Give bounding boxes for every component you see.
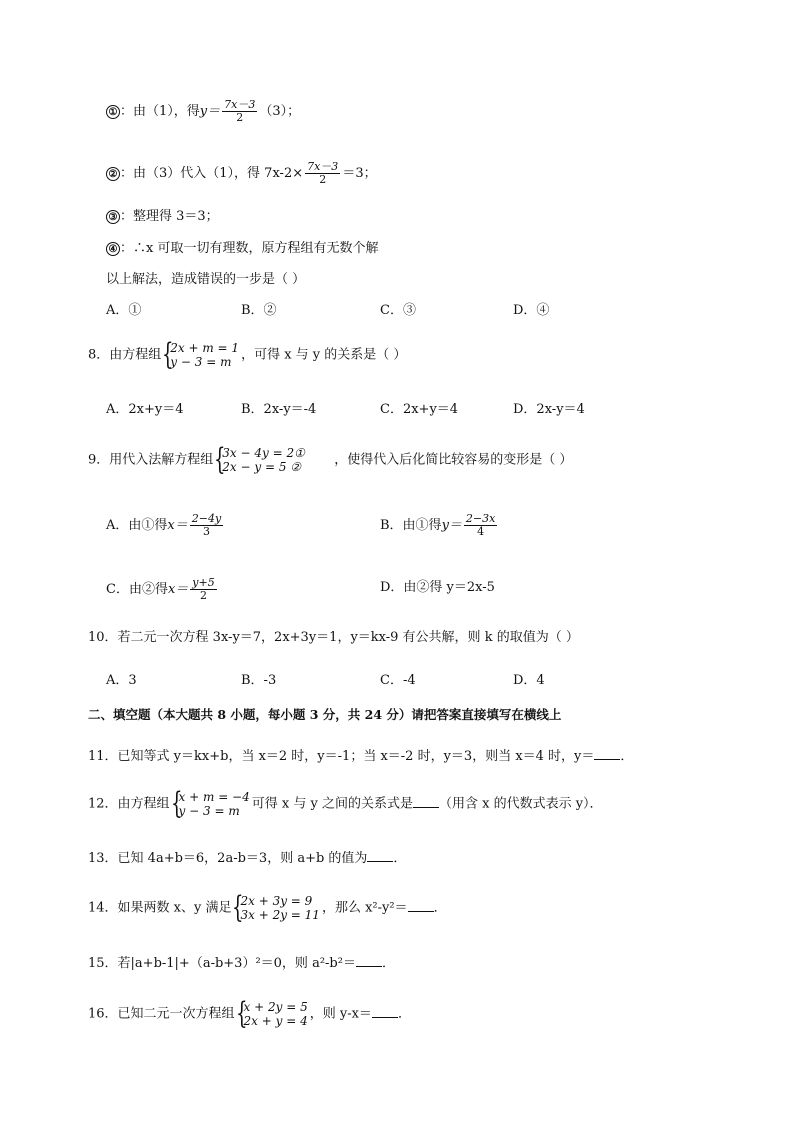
- q13-stem: 13．已知 4a+b＝6，2a-b＝3，则 a+b 的值为 ．: [88, 851, 407, 866]
- q7-step3: ③ ：整理得 3＝3；: [106, 209, 219, 225]
- q16-stem: 16．已知二元一次方程组 { x + 2y = 5 2x + y = 4 ，则 y-x＝ ．: [88, 996, 411, 1031]
- q9-option-c: C．由②得x＝ $\frac{y+5}{2}$: [106, 576, 215, 602]
- q11-stem: 11．已知等式 y＝kx+b，当 x＝2 时，y＝-1；当 x＝-2 时，y＝3，则当 x＝4 时，y＝ ．: [88, 749, 634, 764]
- q9-option-d: D．由②得 y＝2x-5: [380, 580, 495, 595]
- answer-blank[interactable]: [408, 899, 434, 912]
- q8-option-a: A．2x+y＝4: [106, 402, 184, 417]
- q10-option-a: A．3: [106, 673, 137, 688]
- answer-blank[interactable]: [367, 849, 393, 862]
- equation-system: { x + m = −4 y − 3 = m: [170, 786, 250, 821]
- q7-option-d: D．④: [513, 303, 550, 318]
- circled-1: ①: [106, 105, 120, 119]
- q8-option-d: D．2x-y＝4: [513, 402, 585, 417]
- q7-option-a: A．①: [106, 303, 142, 318]
- equation-system: { 2x + m = 1 y − 3 = m: [162, 337, 240, 372]
- q10-stem: 10．若二元一次方程 3x-y＝7，2x+3y＝1，y＝kx-9 有公共解，则 k 的取值为（ ）: [88, 630, 579, 645]
- answer-blank[interactable]: [372, 1005, 398, 1018]
- answer-blank[interactable]: [413, 795, 439, 808]
- q10-option-b: B．-3: [241, 673, 277, 688]
- q7-step4: ④ ：∴x 可取一切有理数，原方程组有无数个解: [106, 241, 378, 257]
- q8-option-b: B．2x-y＝-4: [241, 402, 317, 417]
- q7-question: 以上解法，造成错误的一步是（ ）: [106, 272, 306, 287]
- circled-3: ③: [106, 210, 120, 224]
- q15-stem: 15．若|a+b-1|+（a-b+3）²＝0，则 a²-b²＝ ．: [88, 956, 395, 971]
- q9-option-b: B．由①得y＝ $\frac{2-3x}{4}$: [380, 512, 496, 538]
- circled-2: ②: [106, 167, 120, 181]
- circled-4: ④: [106, 242, 120, 256]
- section-heading: 二、填空题（本大题共 8 小题，每小题 3 分，共 24 分）请把答案直接填写在横线上: [88, 707, 562, 722]
- equation-system: { 2x + 3y = 9 3x + 2y = 11: [232, 890, 320, 925]
- equation-system: { x + 2y = 5 2x + y = 4: [235, 996, 308, 1031]
- q8-stem: 8．由方程组 { 2x + m = 1 y − 3 = m ，可得 x 与 y 的关系是（ ）: [88, 337, 407, 372]
- fraction: $\frac{7x-3}{2}$: [224, 98, 256, 124]
- q10-option-c: C．-4: [380, 673, 416, 688]
- q7-step2: ② ：由（3）代入（1），得 7x-2× $\frac{7x-3}{2}$ ＝3；: [106, 161, 377, 186]
- fraction: $\frac{7x-3}{2}$: [307, 160, 339, 186]
- q7-step1: ① ：由（1），得y＝ $\frac{7x-3}{2}$ （3）；: [106, 99, 300, 124]
- q14-stem: 14．如果两数 x、y 满足 { 2x + 3y = 9 3x + 2y = 11 ，那么 x²-y²＝ ．: [88, 890, 447, 925]
- answer-blank[interactable]: [356, 954, 382, 967]
- equation-system: { 3x − 4y = 2① 2x − y = 5 ②: [214, 442, 305, 477]
- q7-option-c: C．③: [380, 303, 416, 318]
- q9-option-a: A．由①得x＝ $\frac{2-4y}{3}$: [106, 512, 222, 538]
- q9-stem: 9．用代入法解方程组 { 3x − 4y = 2① 2x − y = 5 ② ，使得代入后化简比较容易的变形是（ ）: [88, 442, 573, 477]
- q8-option-c: C．2x+y＝4: [380, 402, 459, 417]
- answer-blank[interactable]: [594, 747, 620, 760]
- q12-stem: 12．由方程组 { x + m = −4 y − 3 = m 可得 x 与 y 之间的关系式是 （用含 x 的代数式表示 y）．: [88, 786, 603, 821]
- q7-option-b: B．②: [241, 303, 277, 318]
- q10-option-d: D．4: [513, 673, 545, 688]
